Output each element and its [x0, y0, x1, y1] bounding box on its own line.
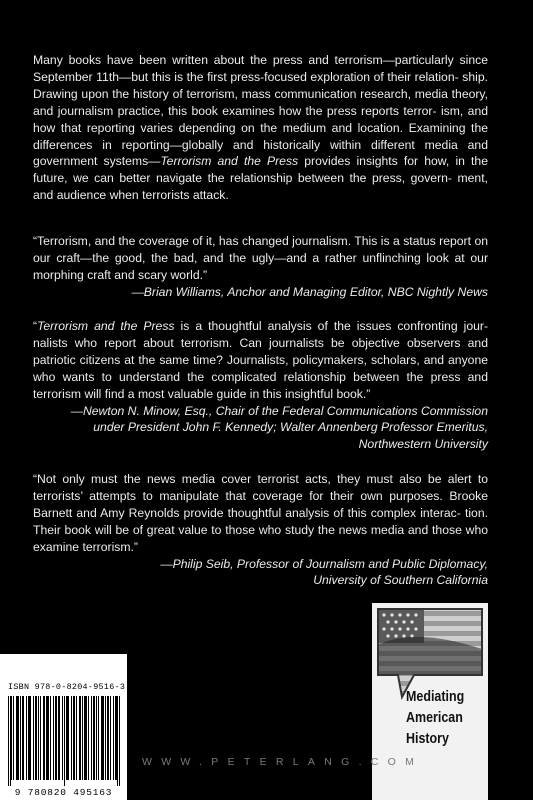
quote-line: those who examine terrorism.” [33, 522, 488, 554]
barcode-bar [105, 696, 106, 780]
barcode-bars [8, 696, 120, 786]
barcode-digits: 9 780820 495163 [14, 787, 113, 798]
quote-attribution: —Brian Williams, Anchor and Managing Editor, NBC Nightly News [131, 284, 488, 299]
barcode-bar [8, 696, 9, 786]
quote-attribution: —Newton N. Minow, Esq., Chair of the Federal Communications Commission under President John F. Kennedy; Walter Annenberg Professor Emeritus, Northwestern University [70, 403, 488, 452]
blurb-line: Examining the differences in reporting—globally and historically within different [33, 120, 488, 152]
barcode-bar [50, 696, 51, 780]
barcode-bar [29, 696, 30, 780]
endorsement-quote [33, 471, 488, 589]
barcode-bar [107, 696, 108, 780]
barcode-bar [11, 696, 12, 780]
blurb-line: Many books have been written about the press and terrorism—particularly since [33, 53, 488, 67]
barcode-bar [74, 696, 75, 780]
barcode-bar [115, 696, 116, 780]
back-cover-blurb [33, 52, 488, 204]
barcode-bar [28, 696, 29, 780]
quote-line: “Not only must the news media cover terrorist acts, they must also be alert to [33, 472, 488, 486]
barcode-bar [84, 696, 85, 780]
barcode-bar [33, 696, 34, 780]
barcode-bar [103, 696, 104, 780]
barcode-bar [55, 696, 56, 780]
barcode-bar [23, 696, 24, 780]
isbn-barcode [0, 654, 127, 800]
barcode-bar [17, 696, 18, 780]
barcode-bar [46, 696, 47, 780]
isbn-label: ISBN 978-0-8204-9516-3 [8, 682, 126, 692]
barcode-bar [86, 696, 87, 780]
barcode-bar [117, 696, 118, 786]
series-name: Mediating American History [406, 689, 465, 747]
barcode-bar [47, 696, 48, 780]
book-title-italic: Terrorism and the Press [37, 319, 175, 333]
blurb-line: ism, and how that reporting varies depending on the medium and location. [33, 103, 488, 135]
barcode-bar [110, 696, 111, 780]
endorsement-quote [33, 233, 488, 301]
quote-line: Barnett and Amy Reynolds provide thoughtful analysis of this complex interac- [33, 505, 461, 520]
quote-line: patriotic citizens at the same time? Journalists, policymakers, scholars, and [33, 352, 445, 367]
quote-line: “Terrorism, and the coverage of it, has changed journalism. This is a status report [33, 234, 471, 248]
barcode-bar [76, 696, 77, 780]
barcode-bar [85, 696, 86, 780]
barcode-bar [43, 696, 44, 780]
publisher-website[interactable]: WWW.PETERLANG.COM [142, 756, 424, 768]
barcode-bar [68, 696, 69, 780]
open-quote-mark: “ [33, 319, 38, 333]
barcode-bar [44, 696, 45, 780]
quote-line: tion. Their book will be of great value to those who study the news media and [33, 505, 488, 537]
quote-line: terrorists’ attempts to manipulate that coverage for their own purposes. Brooke [33, 488, 488, 503]
barcode-bar [101, 696, 102, 780]
quote-line: and terrorism will find a most valuable guide in this insightful book.” [33, 369, 488, 401]
barcode-bar [64, 696, 65, 786]
barcode-bar [98, 696, 99, 780]
barcode-bar [56, 696, 57, 780]
barcode-bar [66, 696, 67, 780]
barcode-bar [59, 696, 60, 780]
barcode-bar [36, 696, 37, 780]
barcode-bar [116, 696, 117, 780]
quote-line: on our craft—the good, the bad, and the ugly—and a rather unflinching look at [33, 234, 488, 265]
quote-line: anyone who wants to understand the complicated relationship between the press [33, 352, 488, 384]
barcode-bar [30, 696, 31, 780]
barcode-bar [22, 696, 23, 780]
barcode-bar [20, 696, 21, 780]
blurb-line: theory, and journalism practice, this book examines how the press reports terror- [33, 86, 489, 118]
barcode-bar [16, 696, 17, 780]
blurb-line: ship. Drawing upon the history of terrorism, mass communication research, media [33, 69, 488, 101]
blurb-line: September 11th—but this is the first press-focused exploration of their relation- [33, 69, 459, 84]
barcode-bar [58, 696, 59, 780]
barcode-bar [96, 696, 97, 780]
series-logo [372, 603, 488, 800]
barcode-bar [82, 696, 83, 780]
endorsement-quote [33, 318, 488, 453]
blurb-line: ment, and audience when terrorists attack. [33, 171, 488, 203]
book-title-italic: Terrorism and the Press [160, 154, 299, 169]
quote-line: nalists who report about terrorism. Can journalists be objective observers and [33, 335, 488, 350]
barcode-bar [35, 696, 36, 780]
barcode-bar [102, 696, 103, 780]
barcode-bar [88, 696, 89, 780]
blurb-line: how, in the future, we can better navigate the relationship between the press, govern- [33, 154, 488, 186]
barcode-bar [53, 696, 54, 780]
barcode-bar [80, 696, 81, 780]
barcode-bar [38, 696, 39, 780]
barcode-bar [10, 696, 11, 786]
blurb-line: provides insights for [298, 154, 419, 169]
barcode-bar [62, 696, 63, 780]
barcode-bar [93, 696, 94, 780]
barcode-bar [13, 696, 14, 780]
barcode-bar [94, 696, 95, 780]
barcode-bar [73, 696, 74, 780]
barcode-bar [119, 696, 120, 786]
barcode-bar [79, 696, 80, 780]
quote-attribution: —Philip Seib, Professor of Journalism and Public Diplomacy, University of Southern California [160, 556, 488, 588]
barcode-bar [67, 696, 68, 780]
barcode-bar [91, 696, 92, 780]
barcode-bar [48, 696, 49, 780]
barcode-bar [18, 696, 19, 780]
quote-line: our morphing craft and scary world.” [33, 250, 489, 282]
barcode-bar [26, 696, 27, 780]
barcode-bar [108, 696, 109, 780]
quote-line: is a thoughtful analysis of the issues confronting jour- [174, 319, 488, 333]
barcode-bar [40, 696, 41, 780]
blurb-line: media and government systems— [33, 137, 488, 169]
barcode-bar [113, 696, 114, 780]
barcode-bar [71, 696, 72, 780]
